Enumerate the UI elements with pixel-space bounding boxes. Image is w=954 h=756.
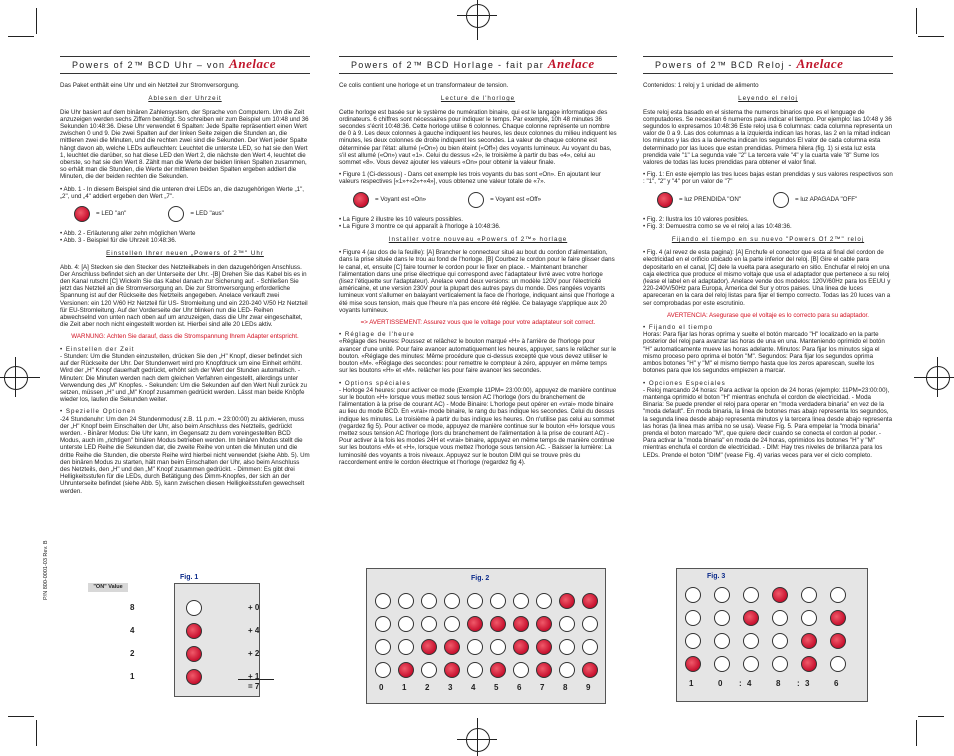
added-value: + 1 (248, 672, 260, 681)
led-icon (444, 639, 460, 655)
digit-label: 1 (689, 679, 694, 688)
body-text: • Fig. 4 (al revez de esta pagina): [A] Enchufe el conector que esta al final del cordon de electricidad en el orificio ubicado en la parte inferior del reloj. [B] Gire el cable para depositarlo en el canal, [C] dele la vuelta para asegurarlo en sitio. Enchufar el reloj en una caja electrica que produce el mismo voltaje que usa el adaptador que pertenece a su reloj (lease el label en el adaptador). Anelace vende dos modelos: 120V/60Hz para los EEUU y 220-240V/50Hz para Europa, America del Sur y otros paises. Una linea de luces apareceran en la cara del reloj listas para fijar el tiempo correcto. Todas las 20 luces van a ser comprobadas por este escrutinio. (643, 249, 891, 307)
led-icon (743, 633, 759, 649)
digit-label: 6 (517, 683, 522, 692)
led-value-label: 1 (130, 672, 135, 681)
led-icon (490, 662, 506, 678)
registration-mark-bottom (466, 728, 490, 752)
led-icon (444, 593, 460, 609)
bullet-text: • Abb. 1 - In diesem Beispiel sind die unteren drei LEDs an, die dazugehörigen Werte „1", „2", und „4" addiert ergeben den Wert „7". (60, 185, 304, 200)
crop-mark (914, 377, 954, 378)
led-icon (375, 593, 391, 609)
led-legend (74, 206, 310, 222)
intro-text: Das Paket enthält eine Uhr und ein Netzteil zur Stromversorgung. (60, 82, 240, 90)
led-icon (467, 662, 483, 678)
crop-mark (36, 720, 37, 746)
figure-label: Fig. 2 (471, 575, 490, 582)
added-value: + 4 (248, 626, 260, 635)
registration-mark-top (466, 4, 490, 28)
subsection-heading: • Einstellen der Zeit (60, 345, 135, 353)
led-icon (830, 656, 846, 672)
led-on-icon (74, 206, 90, 222)
led-icon (421, 639, 437, 655)
digit-label: 8 (563, 683, 568, 692)
led-icon (559, 616, 575, 632)
led-icon (559, 593, 575, 609)
figure-2 (366, 568, 606, 704)
led-icon (582, 639, 598, 655)
led-icon (685, 587, 701, 603)
led-icon (714, 587, 730, 603)
crop-mark (8, 36, 34, 37)
body-text: - Stunden: Um die Stunden einzustellen, drücken Sie den „H" Knopf, dieser befindet sich auf der Rückseite der Uhr. Der Stundenwert wird pro Knopfdruck um eine Einheit erhöht. Wird der „H" Knopf dauerhaft gedrückt, erhöht sich der Wert der Stunden automatisch. - Minuten: Die Minuten werden nach dem gleichen Verfahren eingestellt, allerdings unter Verwendung des „M" Knopfes. - Sekunden: Um die Sekunden auf den Wert Null zurück zu setzen, müssen „H" und „M" Knopf zusammen gedrückt werden. Lässt man beide Knöpfe wieder los, laufen die Sekunden weiter. (60, 352, 307, 404)
body-text: - Horloge 24 heures: pour activer ce mode (Exemple 11PM= 23:00:00), appuyez de manière continue sur le bouton «H» lorsque vous mettez sous tension AC l'horloge (lors du branchement de l'alimentation à la prise de courant AC) - Mode Binaire: L'horloge peut opérer en «vrai» mode binaire au lieu du mode BCD. En «vrai» mode binaire, le rang du bas indique les secondes. Celui du dessus indique les minutes. Le troisième à partir du bas indique les heures. On n'utilise pas celui au sommet (regardez fig 5). Pour activer ce mode, appuyez de manière continue sur le bouton «H» lorsque vous mettez sous tension AC l'horloge (lors du branchement de l'alimentation à la prise de courant AC) - Pour activer à la fois les modes 24H et «vrai» binaire, appuyez en même temps de manière continue sur les boutons «M» et «H», lorsque vous mettez l'horloge sous tension AC. - Baisser la lumière: La luminosité des voyants a trois niveaux. Appuyez sur le bouton DIM qui se trouve près du raccordement entre le cordon électrique et l'horloge (regardez fig 4). (339, 386, 617, 466)
registration-mark-left (4, 366, 28, 390)
led-legend (353, 192, 617, 208)
page-title-de: Powers of 2™ BCD Uhr – von Anelace (60, 56, 310, 74)
section-heading: Installer votre nouveau «Powers of 2™» horlage (388, 236, 568, 244)
section-heading: Ablesen der Uhrzeit (148, 95, 222, 103)
brand-logo: Anelace (796, 56, 844, 71)
led-value-label: 2 (130, 649, 135, 658)
led-icon (398, 639, 414, 655)
german-column (60, 56, 310, 500)
legend-off-label: = Voyant est «Off» (490, 196, 542, 204)
figure-label: Fig. 3 (707, 573, 726, 580)
body-text: - Reloj marcando 24 horas: Para activar la opcion de 24 horas (ejemplo: 11PM=23:00:00), mantenga oprimido el boton "H" mientras enchufa el cordon de electricidad. - Moda Binaria: Se puede prender el reloj para operar en "moda verdadera binaria" en vez de la "moda default". En moda binaria, la linea de botones mas abajo representa los segundos, la segunda linea desde abajo representa minutos y la tercera linea desde abajo representa las horas (la linea mas arriba no se usa). Vease Fig. 5. Para empelar la "moda binaria" prenda el boton marcado "M", que quiere decir cuando se conecta el cordon al poder. - Para activar la "moda binaria" en moda de 24 horas, oprimidos los botones "H" y "M" mientras enchufa el cordon de electricidad. - DIM: Hay tres niveles de brillanza para los LEDs. Prende el boton "DIM" (vease Fig. 4) varias veces para ver el ciclo completo. (643, 386, 893, 459)
led-icon (772, 656, 788, 672)
led-icon (513, 616, 529, 632)
spanish-column (643, 56, 893, 464)
led-off-icon (773, 192, 789, 208)
bullet-text: • Abb. 2 - Erläuterung aller zehn möglichen Werte (60, 230, 196, 238)
registration-mark-right (926, 366, 950, 390)
brand-logo: Anelace (547, 56, 595, 71)
colon-label: : (797, 679, 800, 688)
crop-mark (477, 0, 478, 40)
figure-3 (676, 568, 868, 702)
led-icon (398, 616, 414, 632)
added-value: + 0 (248, 603, 260, 612)
led-icon (375, 616, 391, 632)
led-icon (743, 656, 759, 672)
led-icon (801, 610, 817, 626)
french-column (339, 56, 617, 471)
subsection-heading: • Spezielle Optionen (60, 408, 136, 416)
led-off-icon (168, 206, 184, 222)
led-value-label: 8 (130, 603, 135, 612)
crop-mark (918, 36, 944, 37)
led-icon (714, 633, 730, 649)
legend-on-label: = luz PRENDIDA "ON" (679, 196, 741, 204)
led-icon (398, 662, 414, 678)
crop-mark (918, 716, 944, 717)
led-icon (490, 593, 506, 609)
crop-mark (15, 357, 16, 397)
added-value: + 2 (248, 649, 260, 658)
part-number: P/N 800-0001-03 Rev. B (43, 540, 49, 600)
led-on-icon (657, 192, 673, 208)
digit-label: 1 (402, 683, 407, 692)
led-icon (582, 593, 598, 609)
crop-mark (916, 8, 917, 34)
digit-label: 3 (805, 679, 810, 688)
digit-label: 9 (586, 683, 591, 692)
bullet-text: • Figure 1 (Ci-dessous) - Dans cet exemple les trois voyants du bas sont «On». En ajoutant leur valeurs respectives [«1»+«2»+«4»], vous obtenez une valeur totale de «7». (339, 171, 601, 186)
section-heading: Einstellen Ihrer neuen „Powers of 2™" Uhr (106, 250, 264, 258)
subsection-heading: • Réglage de l'heure (339, 331, 415, 339)
bullet-text: • La Figure 2 illustre les 10 valeurs possibles. (339, 215, 463, 223)
led-icon (772, 610, 788, 626)
led-icon (513, 639, 529, 655)
led-icon (375, 639, 391, 655)
crop-mark (916, 720, 917, 746)
led-icon (444, 616, 460, 632)
section-heading: Leyendo el reloj (738, 95, 798, 103)
led-legend (657, 192, 893, 208)
page-title-es: Powers of 2™ BCD Reloj - Anelace (643, 56, 893, 74)
crop-mark (937, 357, 938, 397)
led-off-icon (468, 192, 484, 208)
body-text: Abb. 4: [A] Stecken sie den Stecker des Netzteilkabels in den dazugehörigen Anschluss. Der Anschluss befindet sich an der Unterseite der Uhr. -[B] Drehen Sie das Kabel bis es in den Kanal rutscht [C] Wickeln Sie das Kabel danach zur Sicherung auf. - Schließen Sie jetzt das Netzteil an die Stromversorgung an. Die zur Stromversorgung erforderliche Spannung ist auf der Rückseite des Netzteils angegeben. Anelace verkauft zwei Versionen: ein 120 V/60 Hz Netzteil für US- Stromleitung und ein 220-240 V/50 Hz Netzteil für EU-Stromleitung. Auf der Vorderseite der Uhr blinken nun die LED- Reihen abwechselnd von unten nach oben auf um anzuzeigen, dass die Uhr zwar eingeschaltet, die Zeit aber noch nicht eingestellt worden ist. Hierbei sind alle 20 LEDs aktiv. (60, 263, 308, 329)
led-icon (398, 593, 414, 609)
led-icon (559, 639, 575, 655)
intro-text: Ce colis contient une horloge et un transformateur de tension. (339, 82, 509, 90)
digit-label: 6 (834, 679, 839, 688)
body-text: «Réglage des heures: Poussez et relâchez le bouton marqué «H» à l'arrière de l'horloge pour avancer d'une unité. Pour faire avancer automatiquement les heures, appuyer, sans le relâcher sur le bouton. «Réglage des minutes: Même procédure que ci-dessus excepté que vous devez utiliser le bouton «M». «Réglage des secondes: pour remettre le compteur à zéro, appuyer en même temps sur les boutons «H» et «M». relâcher les pour faire avancer les secondes. (339, 338, 617, 375)
crop-mark (457, 15, 497, 16)
led-icon (375, 662, 391, 678)
led-icon (743, 587, 759, 603)
body-text: Horas: Para fijar las horas oprima y suelte el botón marcado "H" localizado en la parte posterior del reloj para avanzar las horas de una en una. Manteniendo oprimido el botón "H" automaticamente mueve las horas adelante. Minutos: Para fijar los minutos siga el mismo proceso pero oprima el botón "M". Segundos: Para fijar los segundos oprima ambos botones "H" y "M" el mismo tiempo hasta que los zeros aparescan, suelte los botones para que los segundos empiezen a marcar. (643, 331, 885, 375)
led-icon (536, 662, 552, 678)
crop-mark (0, 377, 40, 378)
led-icon (685, 633, 701, 649)
bullet-text: • Fig. 1: En este ejemplo las tres luces bajas estan prendidas y sus valores respectivos son : "1", "2" y "4" por un valor de "7" (643, 171, 893, 186)
led-icon (186, 646, 202, 662)
body-text: • Figure 4 (au dos de la feuille): [A] Brancher le connecteur situé au bout du cordon d'alimentation, dans la prise située dans le trou au fond de l'horloge. [B] Courbez le cordon pour le faire glisser dans le canal, et, ensuite [C] faire tourner le cordon pour le fixer en place. - Maintenant brancher l'alimentation dans une prise électrique qui correspond avec l'adaptateur livré avec votre horloge (lisez l'étiquette sur l'adaptateur). Anelace vend deux versions: un modèle 120V pour l'électricité américaine, et une version 230V pour la plupart des autres pays du monde. Des rangées voyants lumineux vont s'allumer en balayant verticalement la face de l'horloge, indiquant ainsi que l'horloge a été mise sous tension, mais que l'heure n'a pas encore été réglée. Ce balayage s'applique aux 20 voyants lumineux. (339, 249, 615, 314)
digit-label: 0 (379, 683, 384, 692)
crop-mark (8, 716, 34, 717)
legend-off-label: = LED "aus" (190, 210, 224, 218)
led-icon (490, 639, 506, 655)
section-heading: Lecture de l'horloge (440, 95, 516, 103)
led-icon (467, 616, 483, 632)
led-icon (801, 587, 817, 603)
crop-mark (36, 8, 37, 34)
bullet-text: • Abb. 3 - Beispiel für die Uhrzeit 10:48:36. (60, 237, 177, 245)
led-icon (513, 593, 529, 609)
led-icon (421, 662, 437, 678)
led-icon (714, 656, 730, 672)
digit-label: 3 (448, 683, 453, 692)
warning-text: WARNUNG: Achten Sie darauf, dass die Stromspannung Ihrem Adapter entspricht. (71, 333, 299, 341)
led-icon (467, 639, 483, 655)
led-icon (830, 633, 846, 649)
led-icon (714, 610, 730, 626)
subsection-heading: • Opciones Especiales (643, 379, 726, 387)
led-icon (685, 610, 701, 626)
section-heading: Fijando el tiempo en su nuevo "Powers Of 2™" reloj (671, 236, 865, 244)
warning-text: => AVERTISSEMENT: Assurez vous que le voltage pour votre adaptateur soit correct. (360, 319, 596, 327)
led-icon (490, 616, 506, 632)
digit-label: 0 (718, 679, 723, 688)
total-value: = 7 (248, 682, 260, 691)
digit-label: 4 (471, 683, 476, 692)
led-icon (801, 656, 817, 672)
digit-label: 8 (776, 679, 781, 688)
led-icon (444, 662, 460, 678)
subsection-heading: • Fijando el tiempo (643, 324, 714, 332)
led-icon (830, 587, 846, 603)
subsection-heading: • Options spéciales (339, 379, 411, 387)
figure-1 (86, 569, 304, 699)
led-icon (582, 662, 598, 678)
led-icon (536, 593, 552, 609)
body-text: Die Uhr basiert auf dem binären Zahlensystem, der Sprache von Computern. Um die Zeit anzuzeigen werden sechs Ziffern benötigt. So schreiben wir zum Beispiel um 10:48 und 36 Sekunden 10:48:36. Diese Uhr verwendet 6 Spalten: Jede Spalte repräsentiert einen Wert zwischen 0 und 9. Die zwei Spalten auf der linken Seite zeigen die Stunden an, die mittleren zwei die Minuten, und die rechten zwei sind die Sekunden. Der Wert jeder Spalte hängt davon ab, welche LEDs aufleuchten: Leuchtet die unterste LED, so hat sie den Wert 1, leuchtet die darüber, so hat diese LED den Wert 2, die nächste den Wert 4, leuchtet die oberste, so hat sie den Wert 8. Zählt man die Werte der beiden linken Spalten zusammen, so erhält man die Stunden, die Werte der mittleren beiden Spalten ergeben addiert die Minuten, die der beiden rechten die Sekunden. (60, 108, 309, 181)
crop-mark (457, 739, 497, 740)
led-on-icon (353, 192, 369, 208)
led-icon (421, 593, 437, 609)
bullet-text: • Fig. 3: Demuestra como se ve el reloj a las 10:48:36. (643, 222, 792, 230)
bullet-text: • La Figure 3 montre ce qui apparaît à l'horloge à 10:48:36. (339, 222, 501, 230)
digit-label: 5 (494, 683, 499, 692)
body-text: -24 Stundenuhr: Um den 24 Stundenmodus( z.B. 11 p.m. = 23:00:00) zu aktivieren, muss der „H" Knopf beim Einschalten der Uhr, also beim Anschluss des Netzteils, gedrückt werden. - Binärer Modus: Die Uhr kann, im Gegensatz zu dem voreingestellten BCD Modus, auch im „richtigen" binären Modus betrieben werden. Im binären Modus stellt die unterste LED Reihe die Sekunden dar, die zweite Reihe von unten die Minuten und die dritte Reihe die Stunden, die oberste Reihe wird hierbei nicht verwendet (siehe Abb. 5). Um den binären Modus zu starten, hält man beim Einschalten der Uhr, also beim Anschluss des Netzteils, den „H" und den „M" Knopf zusammen gedrückt. - Dimmen: Es gibt drei Helligkeitsstufen für die LEDs, durch Betätigung des Dimm-Knopfes, der sich an der Uhrunterseite befindet (siehe Abb. 5), kann zwischen diesen Helligkeitsstufen gewechselt werden. (60, 415, 310, 495)
legend-on-label: = LED "an" (96, 210, 127, 218)
led-icon (685, 656, 701, 672)
led-icon (536, 616, 552, 632)
led-icon (772, 633, 788, 649)
led-icon (421, 616, 437, 632)
led-icon (772, 587, 788, 603)
legend-off-label: = luz APAGADA "OFF" (795, 196, 858, 204)
digit-label: 2 (425, 683, 430, 692)
led-icon (801, 633, 817, 649)
page-title-fr: Powers of 2™ BCD Horlage - fait par Anelace (339, 56, 617, 74)
led-icon (513, 662, 529, 678)
figure-label: Fig. 1 (180, 574, 199, 581)
brand-logo: Anelace (229, 56, 276, 71)
bullet-text: • Fig. 2: Ilustra los 10 valores posibles. (643, 215, 749, 223)
led-icon (536, 639, 552, 655)
led-icon (559, 662, 575, 678)
digit-label: 4 (747, 679, 752, 688)
legend-on-label: = Voyant est «On» (375, 196, 427, 204)
led-icon (186, 623, 202, 639)
crop-mark (477, 718, 478, 756)
led-icon (582, 616, 598, 632)
colon-label: : (739, 679, 742, 688)
digit-label: 7 (540, 683, 545, 692)
led-icon (830, 610, 846, 626)
led-value-label: 4 (130, 626, 135, 635)
body-text: Cette horloge est basée sur le système de numération binaire, qui est le langage informatique des ordinateurs. 6 chiffres sont nécessaires pour indiquer le temps. Par exemple, 10h 48 minutes 36 secondes s'écrit 10:48:36. Cette horloge utilise 6 colonnes. Chaque colonne représente un nombre de 0 à 9. Les deux colonnes à gauche indiquent les heures, les deux colonnes du milieu indiquent les minutes, les deux colonnes de droite indiquent les secondes. La valeur de chaque colonne est déterminée par l'état: allumé («On») ou bien éteint («Off») des voyants lumineux. Au voyant du bas, s'il est allumé («On») vaut «1». Celui du dessus «2», le troisième à partir du bas «4», celui au sommet «8». Vous devez ajouter les valeurs «On» pour obtenir la valeur finale. (339, 108, 617, 167)
intro-text: Contenidos: 1 reloj y 1 unidad de alimento (643, 82, 759, 90)
warning-text: AVERTENCIA: Asegurase que el voltaje es lo correcto para su adaptador. (666, 311, 869, 319)
led-icon (743, 610, 759, 626)
body-text: Este reloj esta basado en el sistema the numeros binarios que es el lenguage de computadores. Se necesitan 6 numeros para indicar el tiempo. Por ejemplo: las 10:48 y 36 segundos lo expresamos 10:48:36 Este reloj usa 6 columnas: cada columna representa un valor de 0 a 9. Las dos columnas a la izquierda indican las horas, las 2 en la mitad indican los minutos y las dos a la derecha indican los segundos El valor de cada columna esta determinado por las luces que estan prendidas. Primera hilera (fig. 1) si esta luz esta prendida vale "1" La segunda vale "2" La tercera vale "4" y la cuarta vale "8" Sume los valores de todas las luces prendidas para obtener el valor final. (643, 108, 893, 167)
led-icon (186, 669, 202, 685)
on-value-header: "ON" Value (88, 583, 128, 592)
led-icon (467, 593, 483, 609)
led-icon (186, 600, 202, 616)
